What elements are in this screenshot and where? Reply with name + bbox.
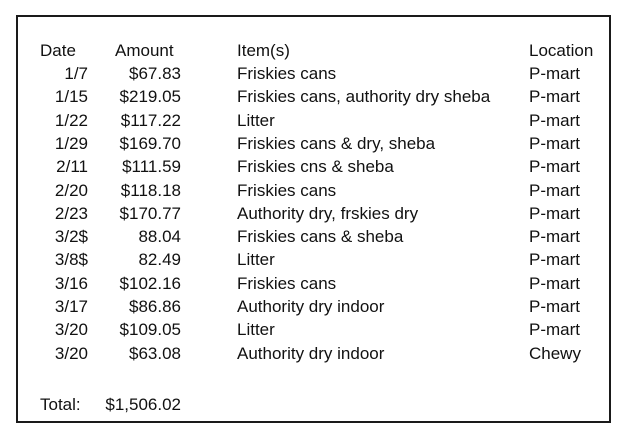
row-amount: $117.22 — [120, 111, 181, 130]
total-value: $1,506.02 — [105, 395, 181, 414]
row-date: 1/22 — [54, 111, 88, 130]
row-items: Authority dry indoor — [237, 297, 385, 316]
row-date: 2/23 — [54, 204, 88, 223]
row-amount: $219.05 — [119, 87, 181, 106]
header-amount: Amount — [115, 41, 174, 60]
row-location: P-mart — [529, 111, 580, 130]
row-location: P-mart — [529, 157, 580, 176]
row-date: 3/20 — [54, 320, 88, 339]
row-date: 3/20 — [54, 344, 88, 363]
row-location: P-mart — [529, 227, 580, 246]
row-date: 3/8$ — [54, 250, 88, 269]
row-items: Friskies cns & sheba — [237, 157, 394, 176]
row-date: 1/15 — [54, 87, 88, 106]
row-amount: 82.49 — [138, 250, 181, 269]
header-items: Item(s) — [237, 41, 290, 60]
row-location: P-mart — [529, 297, 580, 316]
row-amount: $111.59 — [122, 157, 181, 176]
row-items: Authority dry indoor — [237, 344, 385, 363]
row-date: 3/2$ — [54, 227, 88, 246]
row-items: Authority dry, frskies dry — [237, 204, 419, 223]
header-location: Location — [529, 41, 594, 60]
row-items: Litter — [237, 250, 275, 269]
row-date: 1/29 — [54, 134, 88, 153]
row-amount: $86.86 — [129, 297, 181, 316]
row-amount: 88.04 — [138, 227, 181, 246]
row-items: Friskies cans — [237, 64, 337, 83]
row-location: P-mart — [529, 134, 580, 153]
row-amount: $118.18 — [120, 181, 181, 200]
row-location: Chewy — [529, 344, 581, 363]
row-location: P-mart — [529, 64, 580, 83]
row-amount: $67.83 — [129, 64, 181, 83]
row-amount: $63.08 — [129, 344, 181, 363]
row-date: 2/11 — [56, 157, 88, 176]
row-date: 1/7 — [64, 64, 88, 83]
row-location: P-mart — [529, 87, 580, 106]
row-date: 3/17 — [54, 297, 88, 316]
row-location: P-mart — [529, 250, 580, 269]
row-items: Friskies cans — [237, 181, 337, 200]
row-items: Litter — [237, 111, 275, 130]
row-items: Friskies cans, authority dry sheba — [237, 87, 491, 106]
row-amount: $102.16 — [119, 274, 181, 293]
row-date: 3/16 — [54, 274, 88, 293]
header-date: Date — [40, 41, 76, 60]
row-amount: $169.70 — [119, 134, 181, 153]
row-items: Friskies cans — [237, 274, 337, 293]
row-amount: $170.77 — [119, 204, 181, 223]
total-label: Total: — [40, 395, 81, 414]
row-amount: $109.05 — [119, 320, 181, 339]
row-items: Friskies cans & dry, sheba — [237, 134, 436, 153]
row-location: P-mart — [529, 320, 580, 339]
row-location: P-mart — [529, 274, 580, 293]
row-items: Litter — [237, 320, 275, 339]
row-items: Friskies cans & sheba — [237, 227, 404, 246]
row-location: P-mart — [529, 204, 580, 223]
row-date: 2/20 — [54, 181, 88, 200]
row-location: P-mart — [529, 181, 580, 200]
